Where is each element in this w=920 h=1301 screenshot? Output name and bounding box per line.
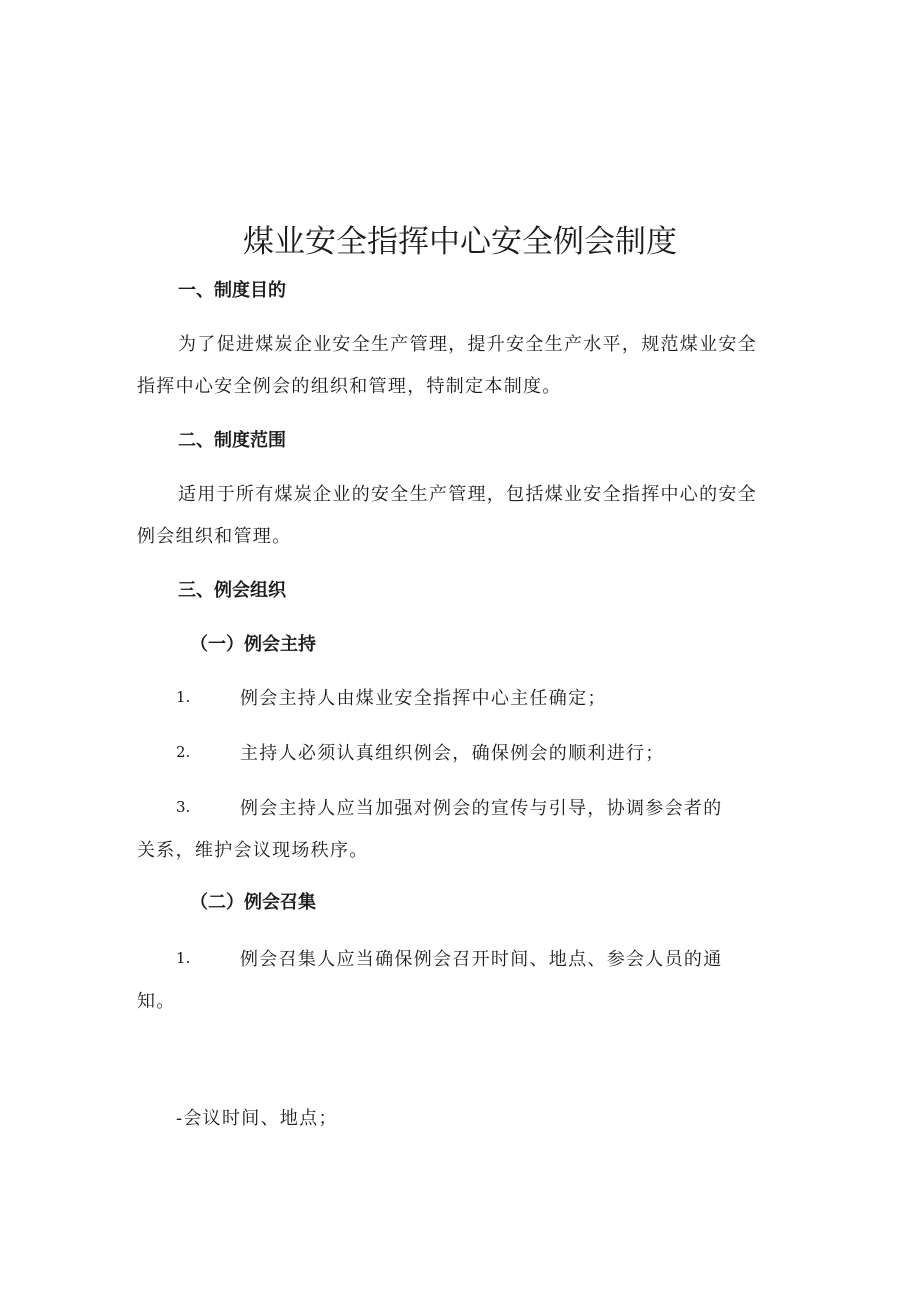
section-3-heading: 三、例会组织 xyxy=(178,580,286,601)
section-2-heading: 二、制度范围 xyxy=(178,430,286,451)
list-item-text: 主持人必须认真组织例会，确保例会的顺利进行； xyxy=(240,743,665,764)
list-item-number: 3. xyxy=(176,798,191,816)
list-item-text-continuation: 知。 xyxy=(137,991,176,1012)
section-2-paragraph-line-1: 适用于所有煤炭企业的安全生产管理，包括煤业安全指挥中心的安全 xyxy=(178,484,757,505)
list-item-text: 例会主持人由煤业安全指挥中心主任确定； xyxy=(240,688,607,709)
section-1-heading: 一、制度目的 xyxy=(178,280,286,301)
list-item-number: 2. xyxy=(176,743,191,761)
document-title: 煤业安全指挥中心安全例会制度 xyxy=(243,224,677,260)
section-1-paragraph-line-1: 为了促进煤炭企业安全生产管理，提升安全生产水平，规范煤业安全 xyxy=(178,334,757,355)
list-item-text-continuation: 关系，维护会议现场秩序。 xyxy=(137,840,369,861)
section-2-paragraph-line-2: 例会组织和管理。 xyxy=(137,526,292,547)
subsection-2-heading: （二）例会召集 xyxy=(190,892,316,913)
bullet-line: -会议时间、地点； xyxy=(176,1108,338,1129)
list-item-text: 例会召集人应当确保例会召开时间、地点、参会人员的通 xyxy=(240,949,723,970)
list-item-number: 1. xyxy=(176,949,191,967)
section-1-paragraph-line-2: 指挥中心安全例会的组织和管理，特制定本制度。 xyxy=(137,376,562,397)
list-item-text: 例会主持人应当加强对例会的宣传与引导，协调参会者的 xyxy=(240,798,723,819)
list-item-number: 1. xyxy=(176,688,191,706)
subsection-1-heading: （一）例会主持 xyxy=(190,634,316,655)
